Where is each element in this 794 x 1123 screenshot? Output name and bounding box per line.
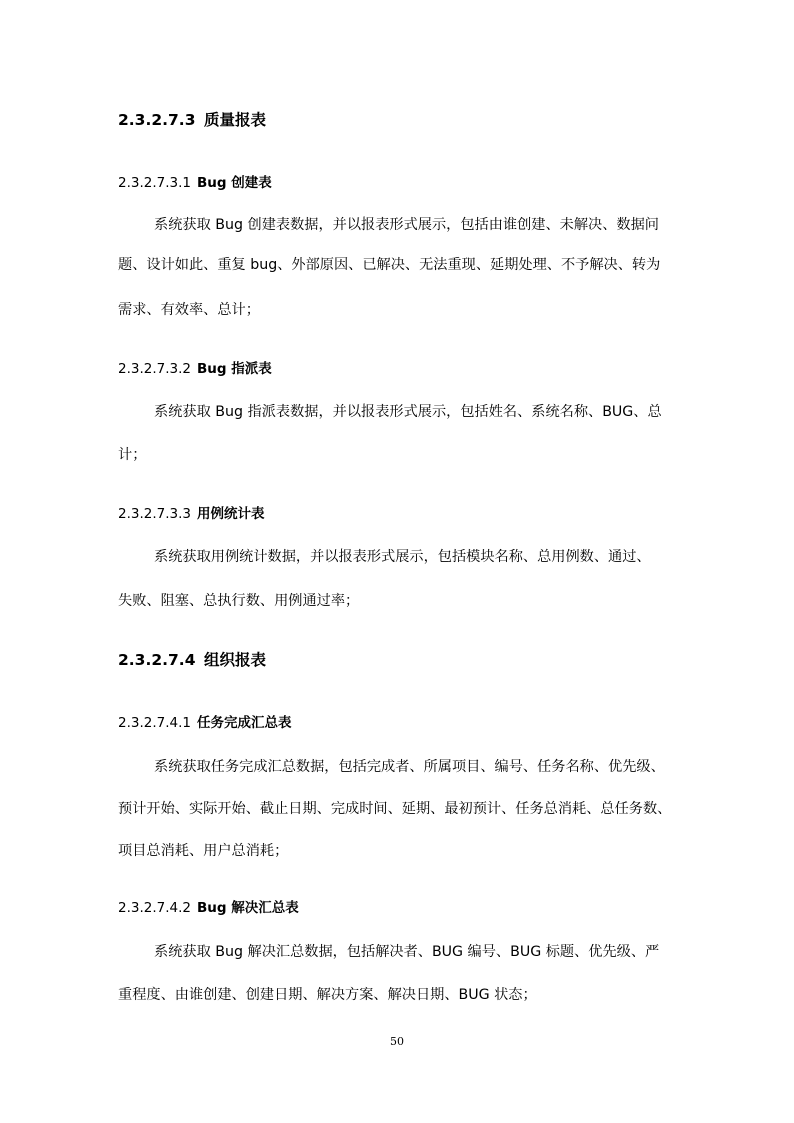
subsection-heading-bug-resolve [118, 896, 299, 916]
subsection-title: Bug 解决汇总表 [197, 900, 299, 916]
subsection-title: Bug 创建表 [197, 175, 272, 191]
section-heading-org-report [118, 648, 266, 670]
subsection-number: 2.3.2.7.4.2 [118, 900, 191, 916]
paragraph-bug-assign [118, 401, 678, 471]
page-number: 50 [390, 1035, 404, 1048]
paragraph-line: 项目总消耗、用户总消耗； [118, 843, 289, 859]
section-number: 2.3.2.7.4 [118, 651, 196, 669]
paragraph-bug-create [118, 214, 678, 324]
paragraph-case-stats [118, 546, 678, 616]
paragraph-line: 需求、有效率、总计； [118, 302, 260, 318]
subsection-heading-case-stats [118, 502, 265, 522]
paragraph-line: 计； [118, 447, 147, 463]
paragraph-line: 系统获取 Bug 解决汇总数据，包括解决者、BUG 编号、BUG 标题、优先级、严 [154, 944, 660, 960]
paragraph-line: 系统获取 Bug 指派表数据，并以报表形式展示，包括姓名、系统名称、BUG、总 [154, 404, 662, 420]
subsection-title: 任务完成汇总表 [197, 715, 292, 731]
paragraph-line: 失败、阻塞、总执行数、用例通过率； [118, 593, 360, 609]
subsection-number: 2.3.2.7.3.2 [118, 361, 191, 377]
subsection-heading-task-summary [118, 711, 292, 731]
section-number: 2.3.2.7.3 [118, 111, 196, 129]
subsection-title: Bug 指派表 [197, 361, 272, 377]
section-title: 组织报表 [204, 651, 267, 669]
paragraph-line: 重程度、由谁创建、创建日期、解决方案、解决日期、BUG 状态； [118, 987, 537, 1003]
section-title: 质量报表 [204, 111, 267, 129]
paragraph-line: 预计开始、实际开始、截止日期、完成时间、延期、最初预计、任务总消耗、总任务数、 [118, 801, 672, 817]
paragraph-line: 系统获取用例统计数据，并以报表形式展示，包括模块名称、总用例数、通过、 [154, 549, 651, 565]
subsection-number: 2.3.2.7.3.3 [118, 506, 191, 522]
paragraph-line: 题、设计如此、重复 bug、外部原因、已解决、无法重现、延期处理、不予解决、转为 [118, 257, 661, 273]
paragraph-task-summary [118, 756, 678, 866]
subsection-number: 2.3.2.7.3.1 [118, 175, 191, 191]
paragraph-line: 系统获取任务完成汇总数据，包括完成者、所属项目、编号、任务名称、优先级、 [154, 759, 665, 775]
subsection-number: 2.3.2.7.4.1 [118, 715, 191, 731]
subsection-heading-bug-assign [118, 357, 272, 377]
paragraph-bug-resolve [118, 941, 678, 1011]
section-heading-quality-report [118, 108, 266, 130]
paragraph-line: 系统获取 Bug 创建表数据，并以报表形式展示，包括由谁创建、未解决、数据问 [154, 217, 659, 233]
subsection-heading-bug-create [118, 171, 272, 191]
subsection-title: 用例统计表 [197, 506, 265, 522]
